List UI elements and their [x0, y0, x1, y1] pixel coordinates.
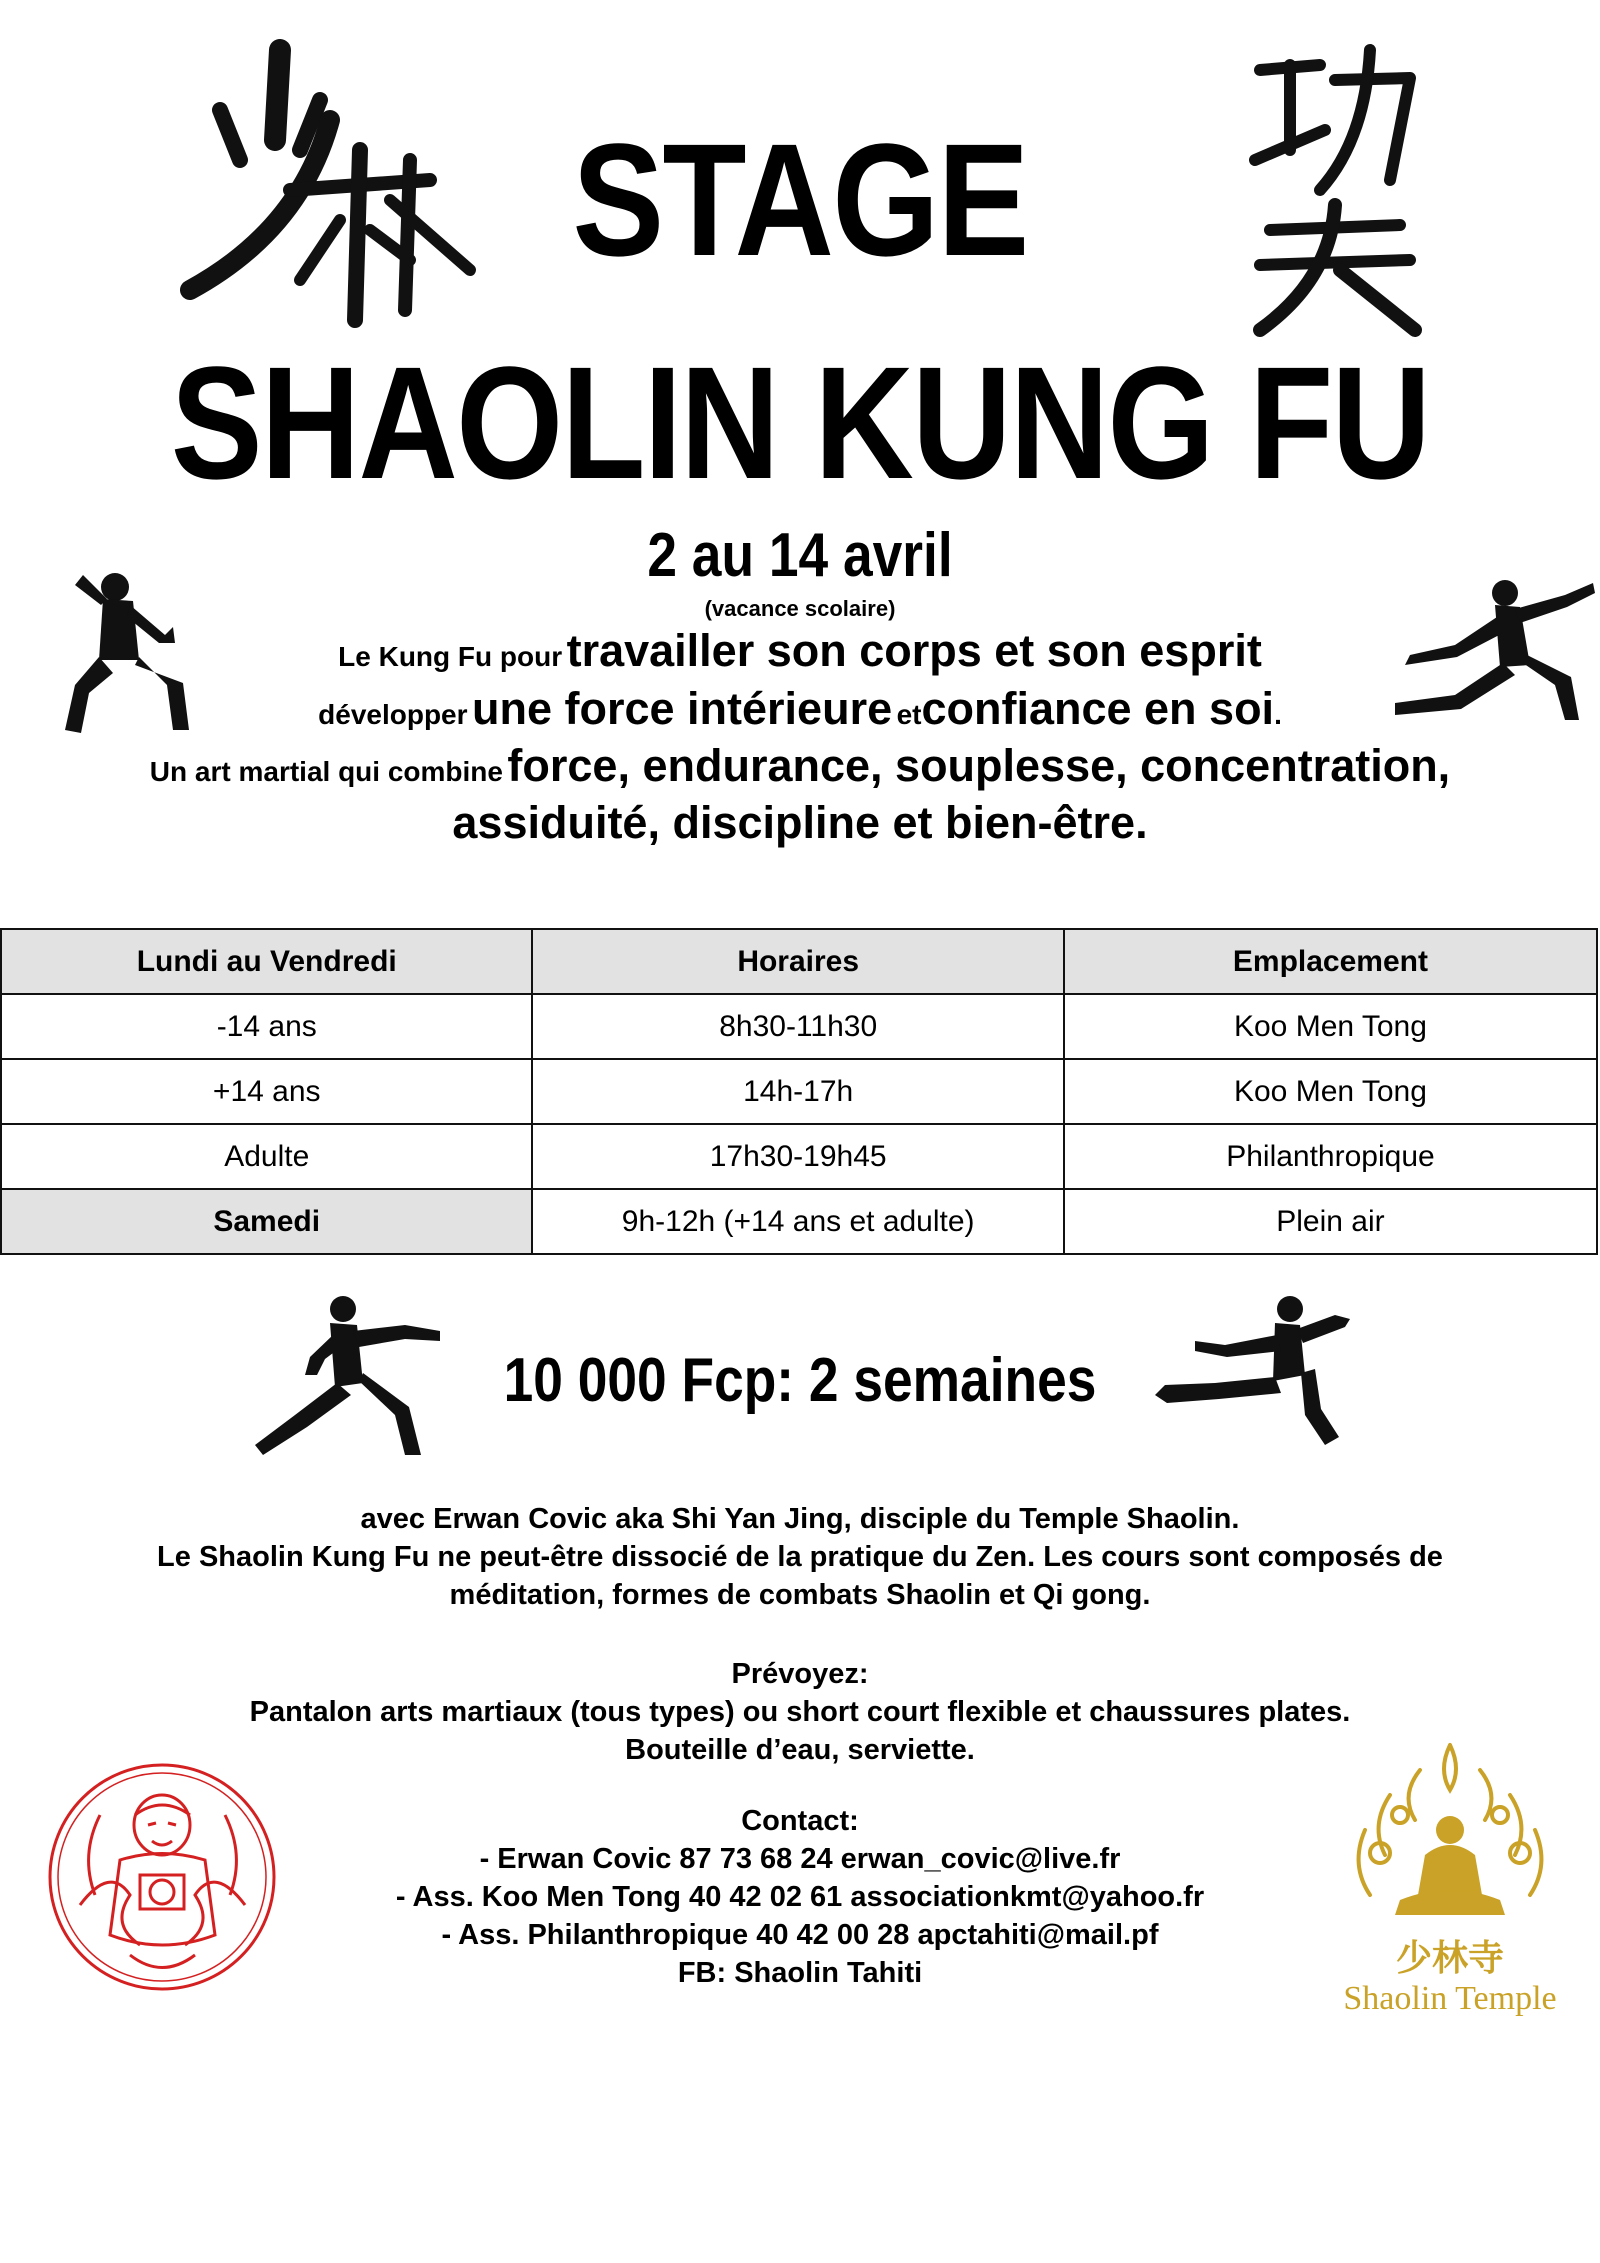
- tagline-line-3: [0, 740, 1600, 792]
- table-cell: -14 ans: [1, 994, 532, 1059]
- shaolin-temple-name: Shaolin Temple: [1343, 1980, 1557, 2017]
- prevoyez-line-1: Pantalon arts martiaux (tous types) ou short court flexible et chaussures plates.: [249, 1696, 1351, 1728]
- tagline-2-big-2: confiance en soi: [921, 683, 1275, 734]
- table-cell: Philanthropique: [1064, 1124, 1597, 1189]
- contact-line-3: - Ass. Philanthropique 40 42 00 28 apctahiti@mail.pf: [441, 1919, 1159, 1951]
- teacher-line-3: méditation, formes de combats Shaolin et Qi gong.: [449, 1579, 1151, 1611]
- table-cell: Koo Men Tong: [1064, 1059, 1597, 1124]
- tagline-3-small: Un art martial qui combine: [149, 756, 503, 787]
- tagline-line-2: [0, 683, 1600, 735]
- table-cell: +14 ans: [1, 1059, 532, 1124]
- prevoyez-heading: Prévoyez:: [731, 1658, 869, 1690]
- tagline-line-1: [0, 625, 1600, 677]
- koo-men-tong-logo: [40, 1755, 285, 2000]
- price: 10 000 Fcp: 2 semaines: [503, 1346, 1097, 1415]
- dates-note: (vacance scolaire): [704, 596, 896, 621]
- tagline-2-small-1: développer: [318, 699, 468, 730]
- table-cell: Koo Men Tong: [1064, 994, 1597, 1059]
- table-cell: Adulte: [1, 1124, 532, 1189]
- table-row: [1, 1189, 1597, 1254]
- shaolin-temple-characters: 少林寺: [1395, 1938, 1504, 1979]
- contact-heading: Contact:: [741, 1805, 859, 1837]
- table-row: [1, 1124, 1597, 1189]
- calligraphy-left-text: [480, 30, 481, 31]
- tagline-2-small-2: et: [896, 699, 922, 730]
- title-shaolin-kung-fu: SHAOLIN KUNG FU: [170, 333, 1430, 512]
- table-cell: 17h30-19h45: [532, 1124, 1063, 1189]
- tagline-1-big: travailler son corps et son esprit: [566, 625, 1262, 676]
- table-cell: 9h-12h (+14 ans et adulte): [532, 1189, 1063, 1254]
- table-header-cell: Horaires: [532, 929, 1063, 994]
- tagline-3-big: force, endurance, souplesse, concentration,: [507, 740, 1451, 791]
- shaolin-temple-emblem-icon: [1320, 1735, 1580, 1950]
- dates: 2 au 14 avril: [647, 521, 953, 590]
- table-cell: 14h-17h: [532, 1059, 1063, 1124]
- title-stage: STAGE: [572, 110, 1028, 289]
- shaolin-temple-logo: [1320, 1735, 1580, 2025]
- contact-line-2: - Ass. Koo Men Tong 40 42 02 61 associationkmt@yahoo.fr: [395, 1881, 1205, 1913]
- table-row: [1, 1059, 1597, 1124]
- table-header-row: [1, 929, 1597, 994]
- schedule-table: [0, 928, 1598, 1255]
- calligraphy-right-text: [1430, 40, 1431, 41]
- table-row: [1, 994, 1597, 1059]
- tagline-1-small: Le Kung Fu pour: [338, 641, 563, 672]
- table-cell: 8h30-11h30: [532, 994, 1063, 1059]
- teacher-line-1: avec Erwan Covic aka Shi Yan Jing, disciple du Temple Shaolin.: [360, 1503, 1240, 1535]
- table-header-cell: Lundi au Vendredi: [1, 929, 532, 994]
- prevoyez-line-2: Bouteille d’eau, serviette.: [625, 1734, 975, 1766]
- contact-line-1: - Erwan Covic 87 73 68 24 erwan_covic@live.fr: [479, 1843, 1121, 1875]
- tagline-2-end: .: [1274, 699, 1282, 730]
- tagline-4-big: assiduité, discipline et bien-être.: [452, 797, 1148, 848]
- teacher-line-2: Le Shaolin Kung Fu ne peut-être dissocié de la pratique du Zen. Les cours sont composés de: [157, 1541, 1443, 1573]
- table-header-cell: Emplacement: [1064, 929, 1597, 994]
- table-cell: Samedi: [1, 1189, 532, 1254]
- tagline-line-4: [0, 797, 1600, 849]
- table-cell: Plein air: [1064, 1189, 1597, 1254]
- contact-line-4: FB: Shaolin Tahiti: [677, 1957, 923, 1989]
- teacher-section: [0, 1500, 1600, 1614]
- tagline-2-big-1: une force intérieure: [471, 683, 893, 734]
